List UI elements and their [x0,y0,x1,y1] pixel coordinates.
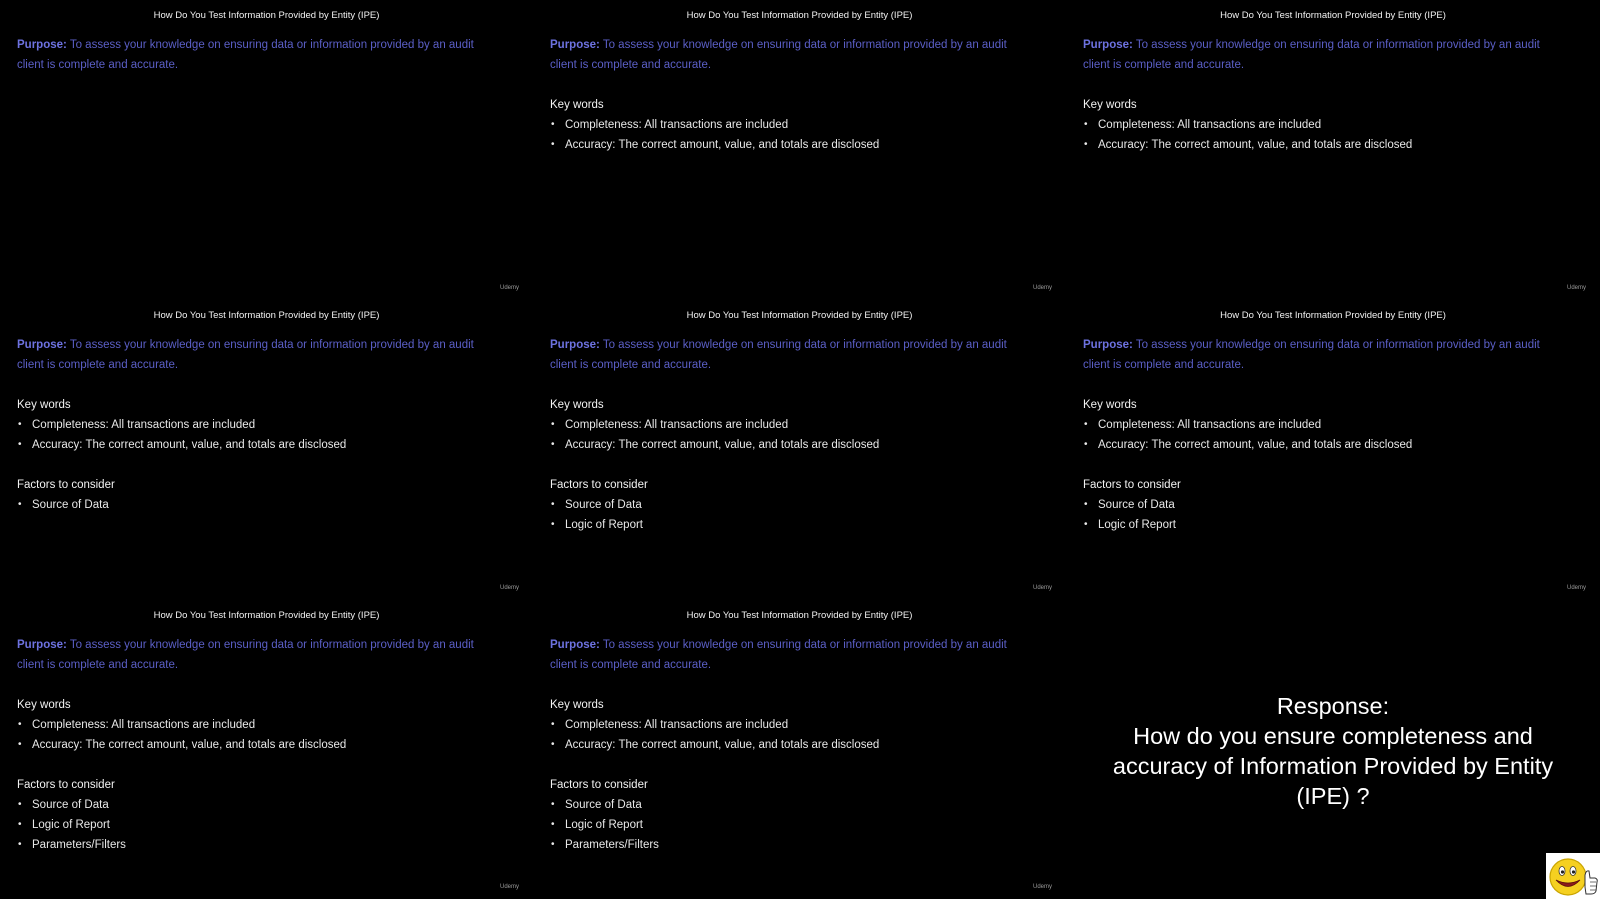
purpose-text: To assess your knowledge on ensuring data or information provided by an audit client is complete and accurate. [17,339,474,371]
key-words-list [550,715,1030,755]
factor-item: • Parameters/Filters [17,835,497,855]
udemy-watermark: Udemy [499,884,519,890]
slide-title: How Do You Test Information Provided by Entity (IPE) [153,610,380,621]
factors-section [17,475,497,515]
key-words-section [17,395,497,455]
bullet-icon: • [551,519,555,530]
key-words-heading: Key words [17,399,71,411]
slide-2 [533,0,1066,300]
key-words-heading: Key words [1083,399,1137,411]
bullet-icon: • [18,419,22,430]
bullet-icon: • [551,839,555,850]
purpose-text: To assess your knowledge on ensuring data or information provided by an audit client is complete and accurate. [1083,339,1540,371]
factors-list [17,495,497,515]
purpose-paragraph [17,335,487,375]
factor-item: • Source of Data [550,495,1030,515]
bullet-icon: • [18,819,22,830]
bullet-icon: • [1084,419,1088,430]
purpose-paragraph [1083,35,1553,75]
factor-item: • Logic of Report [550,515,1030,535]
key-word-item: • Completeness: All transactions are included [1083,415,1563,435]
purpose-paragraph [17,635,487,675]
factors-heading: Factors to consider [1083,479,1181,491]
bullet-icon: • [18,799,22,810]
slide-title: How Do You Test Information Provided by Entity (IPE) [153,10,380,21]
key-words-section [1083,95,1563,155]
response-question: How do you ensure completeness and accuracy of Information Provided by Entity (IPE) ? [1112,722,1554,809]
factors-list [1083,495,1563,535]
bullet-icon: • [551,819,555,830]
slide-title: How Do You Test Information Provided by Entity (IPE) [1220,310,1446,321]
bullet-icon: • [18,719,22,730]
purpose-paragraph [17,35,487,75]
key-word-item: • Accuracy: The correct amount, value, and totals are disclosed [550,135,1030,155]
key-words-section [17,695,497,755]
slide-1 [0,0,533,300]
purpose-paragraph [1083,335,1553,375]
slide-7 [0,600,533,899]
key-word-item: • Completeness: All transactions are included [550,715,1030,735]
purpose-label: Purpose: [17,639,67,651]
slide-8 [533,600,1066,899]
factors-section [1083,475,1563,535]
key-word-item: • Accuracy: The correct amount, value, and totals are disclosed [17,735,497,755]
purpose-paragraph [550,635,1020,675]
bullet-icon: • [551,719,555,730]
response-panel [1066,600,1600,899]
factor-item: • Logic of Report [17,815,497,835]
bullet-icon: • [551,739,555,750]
factors-list [550,495,1030,535]
key-words-section [550,395,1030,455]
response-text [1098,691,1568,811]
key-words-list [17,415,497,455]
factors-list [550,795,1030,855]
key-word-item: • Accuracy: The correct amount, value, and totals are disclosed [1083,435,1563,455]
key-word-item: • Accuracy: The correct amount, value, and totals are disclosed [17,435,497,455]
bullet-icon: • [551,419,555,430]
factor-item: • Source of Data [17,495,497,515]
bullet-icon: • [18,739,22,750]
udemy-watermark: Udemy [1032,285,1052,291]
bullet-icon: • [18,839,22,850]
slide-title: How Do You Test Information Provided by Entity (IPE) [686,610,913,621]
factors-section [550,775,1030,855]
udemy-watermark: Udemy [499,285,519,291]
purpose-label: Purpose: [1083,39,1133,51]
factor-item: • Source of Data [17,795,497,815]
bullet-icon: • [551,139,555,150]
slide-title: How Do You Test Information Provided by Entity (IPE) [686,310,913,321]
key-word-item: • Accuracy: The correct amount, value, and totals are disclosed [1083,135,1563,155]
bullet-icon: • [18,439,22,450]
bullet-icon: • [1084,119,1088,130]
bullet-icon: • [1084,519,1088,530]
factors-section [550,475,1030,535]
factor-item: • Logic of Report [550,815,1030,835]
factors-list [17,795,497,855]
udemy-watermark: Udemy [499,585,519,591]
udemy-watermark: Udemy [1032,884,1052,890]
purpose-label: Purpose: [17,39,67,51]
key-word-item: • Accuracy: The correct amount, value, and totals are disclosed [550,735,1030,755]
response-heading: Response: [1276,692,1390,719]
key-word-item: • Completeness: All transactions are included [550,415,1030,435]
key-word-item: • Completeness: All transactions are included [1083,115,1563,135]
purpose-label: Purpose: [550,639,600,651]
bullet-icon: • [1084,499,1088,510]
purpose-text: To assess your knowledge on ensuring data or information provided by an audit client is complete and accurate. [550,39,1007,71]
purpose-label: Purpose: [550,339,600,351]
slide-5 [533,300,1066,600]
purpose-text: To assess your knowledge on ensuring data or information provided by an audit client is complete and accurate. [1083,39,1540,71]
bullet-icon: • [551,499,555,510]
factor-item: • Parameters/Filters [550,835,1030,855]
key-words-list [17,715,497,755]
factor-item: • Logic of Report [1083,515,1563,535]
factors-heading: Factors to consider [550,779,648,791]
factors-heading: Factors to consider [550,479,648,491]
key-word-item: • Completeness: All transactions are included [17,415,497,435]
slide-title: How Do You Test Information Provided by Entity (IPE) [153,310,380,321]
purpose-label: Purpose: [1083,339,1133,351]
purpose-text: To assess your knowledge on ensuring data or information provided by an audit client is complete and accurate. [17,39,474,71]
udemy-watermark: Udemy [1566,285,1586,291]
bullet-icon: • [551,119,555,130]
purpose-label: Purpose: [17,339,67,351]
purpose-paragraph [550,35,1020,75]
factors-heading: Factors to consider [17,779,115,791]
udemy-watermark: Udemy [1566,585,1586,591]
key-words-heading: Key words [17,699,71,711]
smiley-thumbs-up-icon [1546,853,1600,899]
bullet-icon: • [551,799,555,810]
purpose-paragraph [550,335,1020,375]
purpose-text: To assess your knowledge on ensuring data or information provided by an audit client is complete and accurate. [550,639,1007,671]
bullet-icon: • [1084,439,1088,450]
slide-9-response [1066,600,1600,899]
key-words-heading: Key words [550,399,604,411]
key-words-heading: Key words [550,99,604,111]
key-words-section [550,95,1030,155]
slide-title: How Do You Test Information Provided by Entity (IPE) [686,10,913,21]
key-word-item: • Accuracy: The correct amount, value, and totals are disclosed [550,435,1030,455]
slide-6 [1066,300,1600,600]
key-words-list [1083,115,1563,155]
purpose-text: To assess your knowledge on ensuring data or information provided by an audit client is complete and accurate. [550,339,1007,371]
udemy-watermark: Udemy [1032,585,1052,591]
key-words-heading: Key words [550,699,604,711]
slide-4 [0,300,533,600]
factors-section [17,775,497,855]
key-words-list [550,115,1030,155]
key-words-list [550,415,1030,455]
factor-item: • Source of Data [1083,495,1563,515]
key-word-item: • Completeness: All transactions are included [550,115,1030,135]
factors-heading: Factors to consider [17,479,115,491]
slide-3 [1066,0,1600,300]
bullet-icon: • [18,499,22,510]
bullet-icon: • [551,439,555,450]
bullet-icon: • [1084,139,1088,150]
key-words-section [550,695,1030,755]
key-word-item: • Completeness: All transactions are included [17,715,497,735]
purpose-text: To assess your knowledge on ensuring data or information provided by an audit client is complete and accurate. [17,639,474,671]
purpose-label: Purpose: [550,39,600,51]
slide-title: How Do You Test Information Provided by Entity (IPE) [1220,10,1446,21]
factor-item: • Source of Data [550,795,1030,815]
key-words-heading: Key words [1083,99,1137,111]
key-words-section [1083,395,1563,455]
key-words-list [1083,415,1563,455]
